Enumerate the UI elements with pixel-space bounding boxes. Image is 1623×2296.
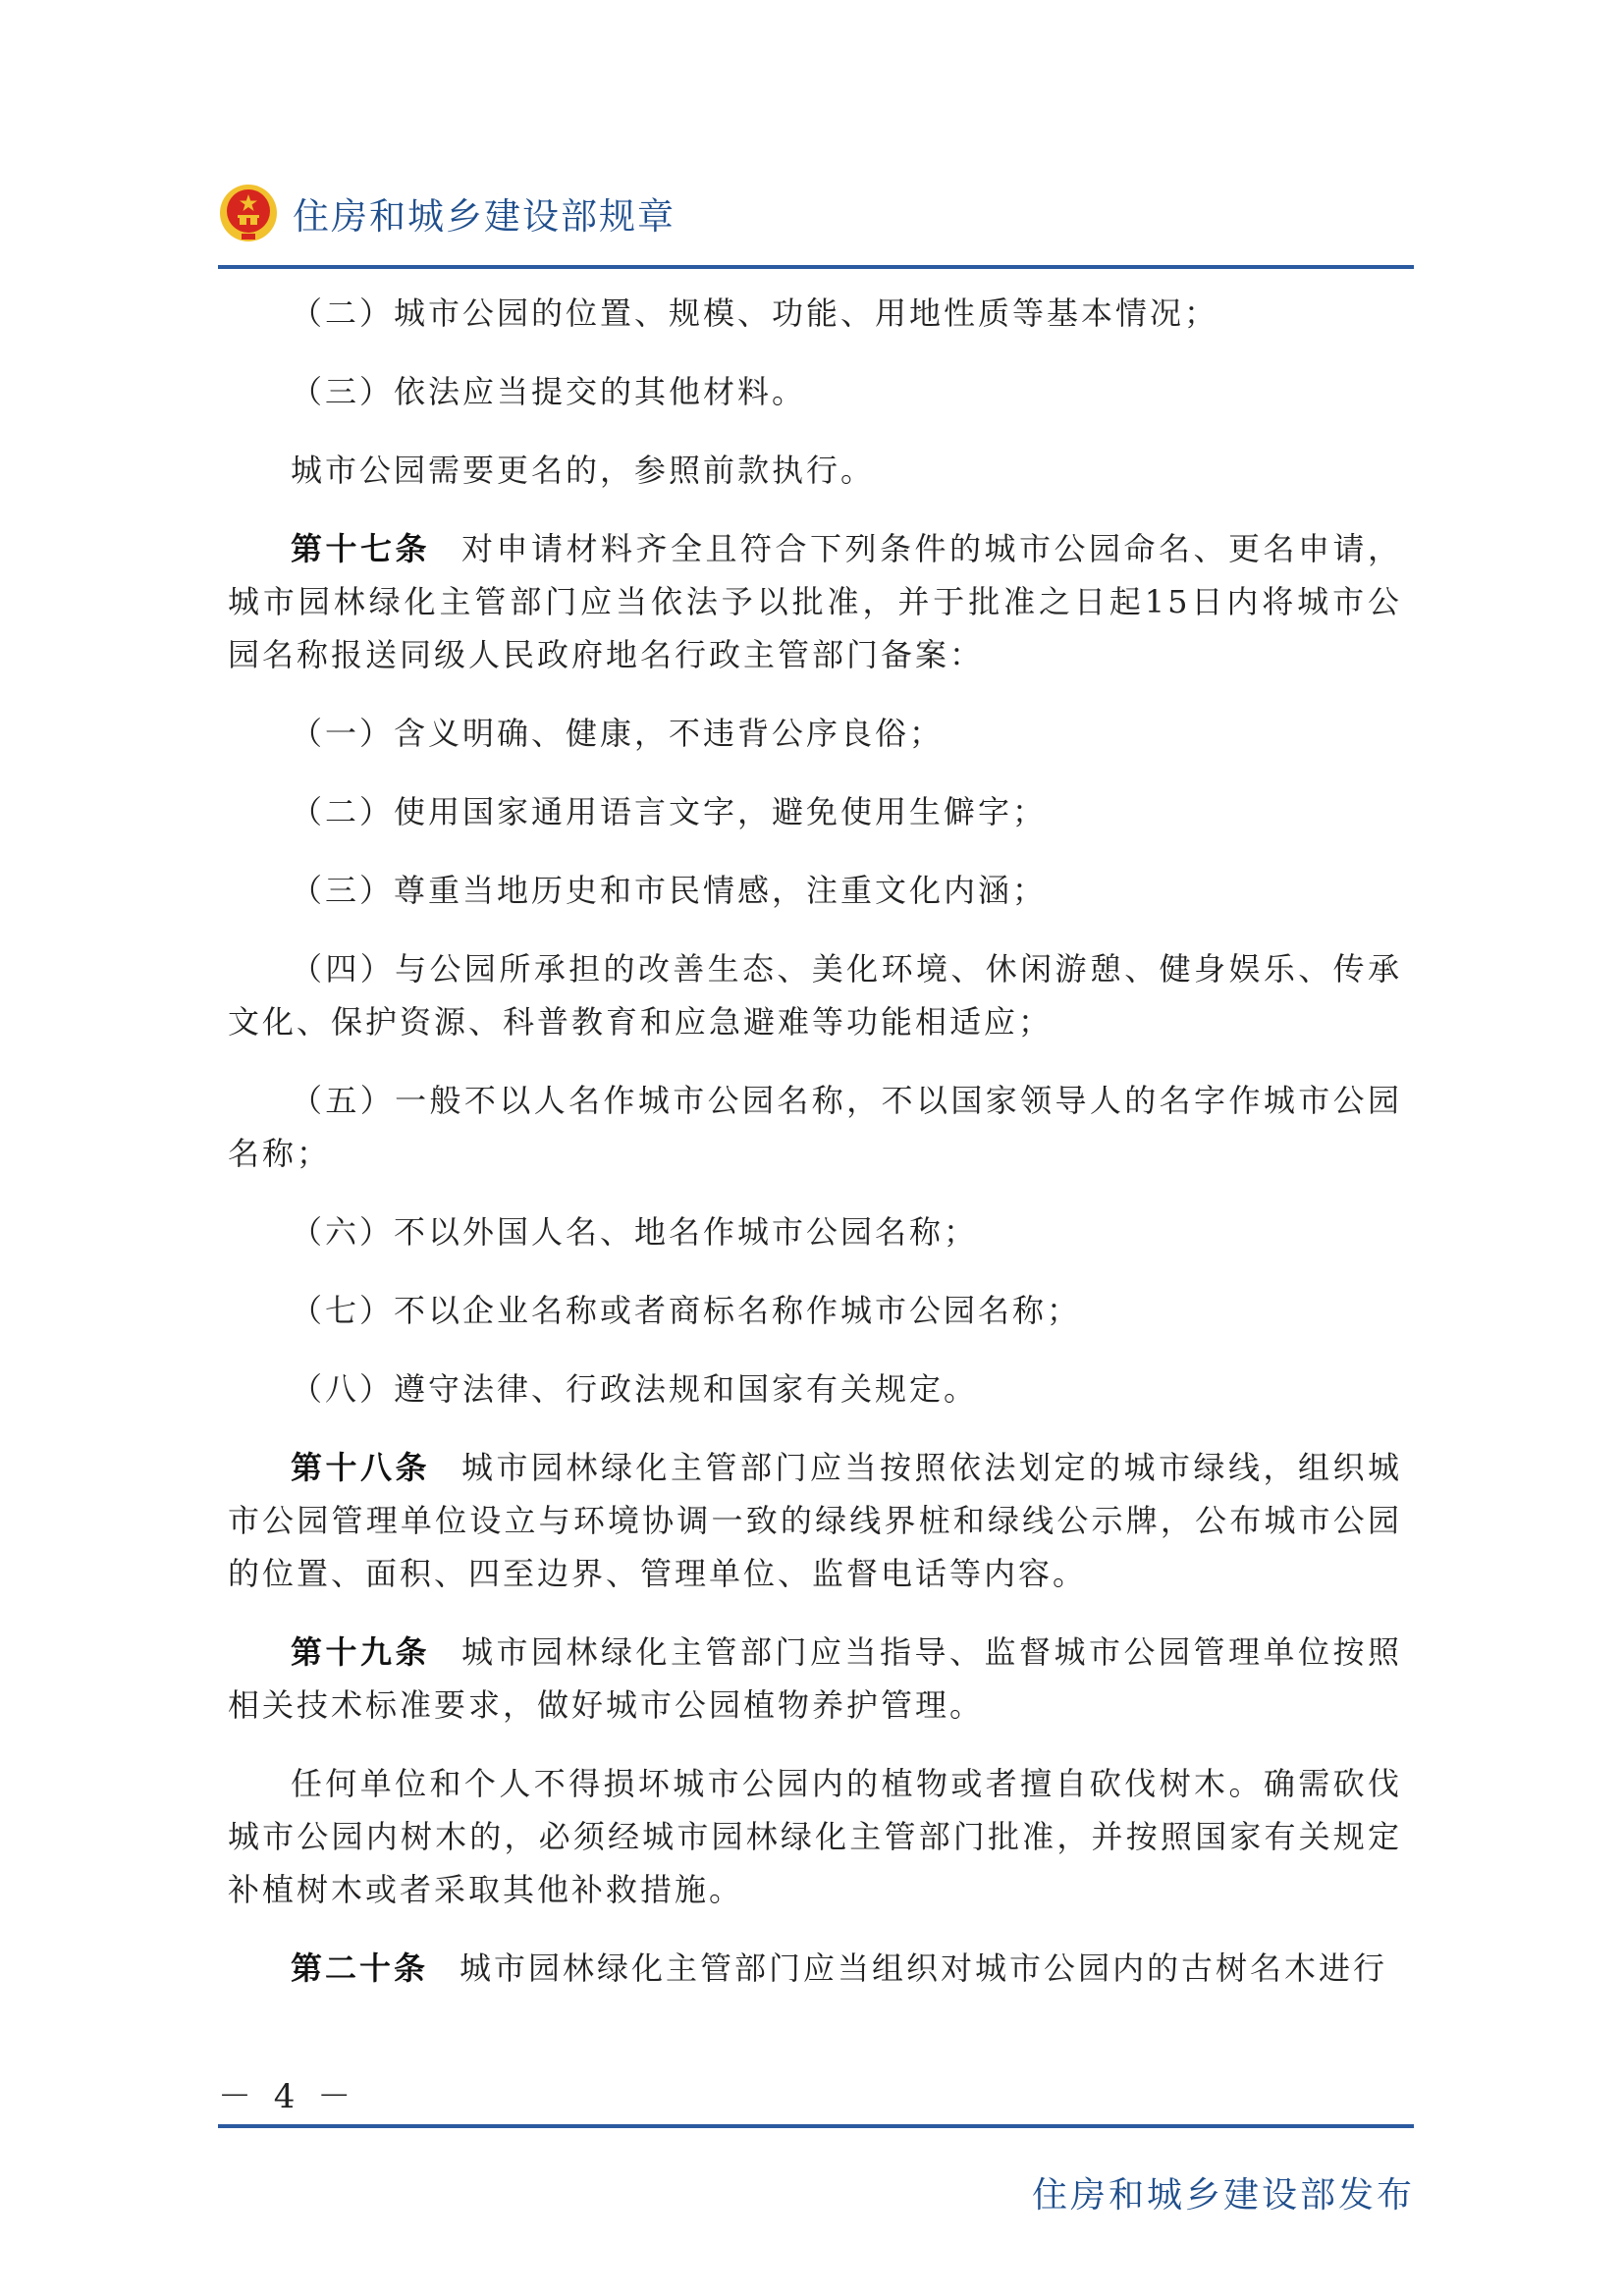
page-header-title: 住房和城乡建设部规章 xyxy=(293,195,676,238)
paragraph xyxy=(228,287,1402,340)
list-item-text: （八）遵守法律、行政法规和国家有关规定。 xyxy=(291,1370,979,1408)
list-item xyxy=(228,1074,1402,1180)
paragraph xyxy=(228,1757,1402,1916)
article-17-heading: 第十七条 xyxy=(291,530,430,567)
list-item xyxy=(228,1205,1402,1258)
list-item xyxy=(228,864,1402,917)
article-19 xyxy=(228,1626,1402,1732)
list-item xyxy=(228,1362,1402,1415)
list-item xyxy=(228,1284,1402,1337)
article-18 xyxy=(228,1441,1402,1600)
article-17 xyxy=(228,522,1402,681)
list-item xyxy=(228,942,1402,1048)
paragraph xyxy=(228,365,1402,418)
article-20-heading: 第二十条 xyxy=(291,1949,429,1987)
page-number: － 4 － xyxy=(218,2077,357,2116)
national-emblem-icon xyxy=(218,183,279,243)
paragraph xyxy=(228,444,1402,497)
list-item-text: （六）不以外国人名、地名作城市公园名称； xyxy=(291,1213,979,1251)
list-item-text: （二）使用国家通用语言文字，避免使用生僻字； xyxy=(291,793,1048,830)
paragraph-text: 任何单位和个人不得损坏城市公园内的植物或者擅自砍伐树木。确需砍伐城市公园内树木的，必须经城市园林绿化主管部门批准，并按照国家有关规定补植树木或者采取其他补救措施。 xyxy=(228,1765,1402,1908)
header-divider xyxy=(218,265,1414,269)
article-20 xyxy=(228,1942,1402,1995)
article-17-text: 对申请材料齐全且符合下列条件的城市公园命名、更名申请，城市园林绿化主管部门应当依法予以批准，并于批准之日起15日内将城市公园名称报送同级人民政府地名行政主管部门备案： xyxy=(228,530,1402,673)
article-19-text: 城市园林绿化主管部门应当指导、监督城市公园管理单位按照相关技术标准要求，做好城市公园植物养护管理。 xyxy=(228,1633,1402,1724)
paragraph-text: 城市公园需要更名的，参照前款执行。 xyxy=(291,452,876,489)
paragraph-text: （三）依法应当提交的其他材料。 xyxy=(291,373,807,410)
list-item xyxy=(228,707,1402,760)
page-header xyxy=(218,179,676,247)
list-item-text: （七）不以企业名称或者商标名称作城市公园名称； xyxy=(291,1292,1082,1329)
list-item xyxy=(228,785,1402,838)
article-19-heading: 第十九条 xyxy=(291,1633,430,1671)
list-item-text: （五）一般不以人名作城市公园名称，不以国家领导人的名字作城市公园名称； xyxy=(228,1082,1402,1172)
footer-publisher: 住房和城乡建设部发布 xyxy=(1031,2175,1415,2216)
list-item-text: （四）与公园所承担的改善生态、美化环境、休闲游憩、健身娱乐、传承文化、保护资源、科普教育和应急避难等功能相适应； xyxy=(228,950,1402,1041)
list-item-text: （一）含义明确、健康，不违背公序良俗； xyxy=(291,715,945,752)
article-20-text: 城市园林绿化主管部门应当组织对城市公园内的古树名木进行 xyxy=(460,1949,1388,1987)
document-body xyxy=(228,287,1402,2020)
article-18-text: 城市园林绿化主管部门应当按照依法划定的城市绿线，组织城市公园管理单位设立与环境协调一致的绿线界桩和绿线公示牌，公布城市公园的位置、面积、四至边界、管理单位、监督电话等内容。 xyxy=(228,1449,1402,1592)
paragraph-text: （二）城市公园的位置、规模、功能、用地性质等基本情况； xyxy=(291,294,1219,332)
list-item-text: （三）尊重当地历史和市民情感，注重文化内涵； xyxy=(291,872,1048,909)
footer-divider xyxy=(218,2124,1414,2128)
article-18-heading: 第十八条 xyxy=(291,1449,430,1486)
